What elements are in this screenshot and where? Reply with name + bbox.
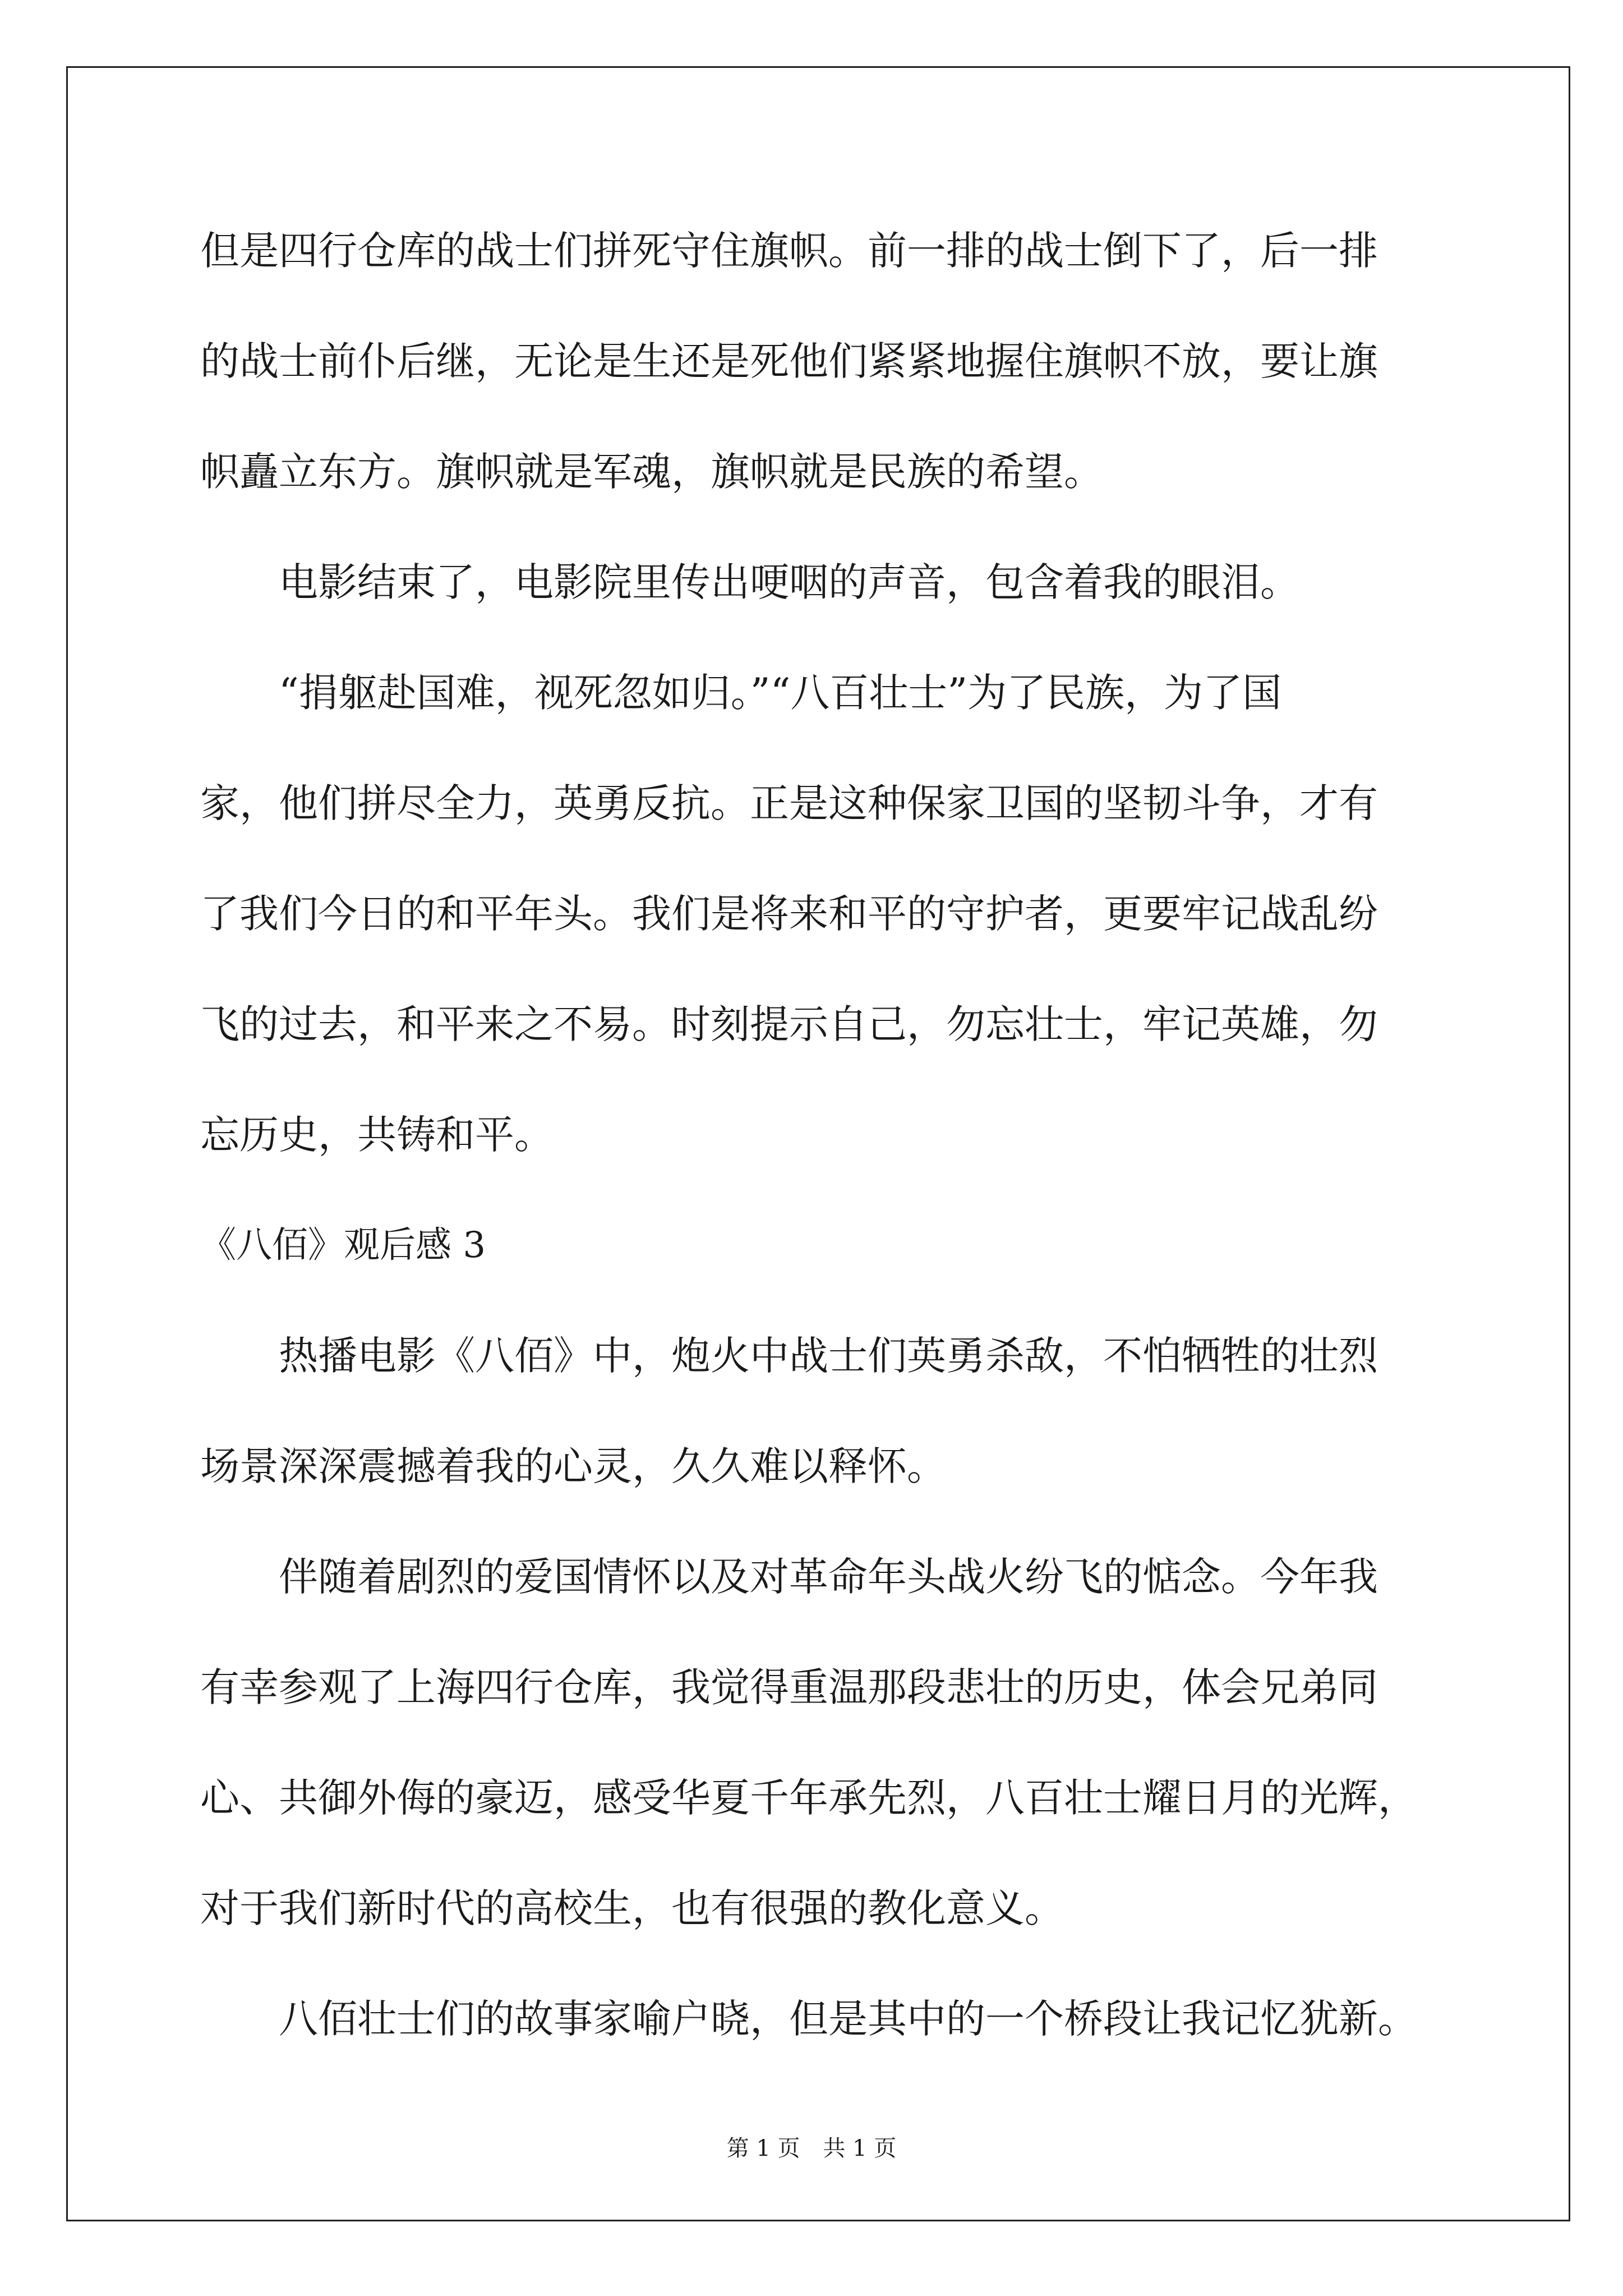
text-line: 心、共御外侮的豪迈，感受华夏千年承先烈，八百壮士耀日月的光辉， bbox=[200, 1775, 1417, 1821]
document-body bbox=[200, 209, 1434, 2087]
text-line: 热播电影《八佰》中，炮火中战士们英勇杀敌，不怕牺牲的壮烈 bbox=[279, 1333, 1378, 1379]
page-number: 第 1 页 bbox=[726, 2136, 800, 2161]
text-line: “捐躯赴国难，视死忽如归。”“八百壮士”为了民族，为了国 bbox=[279, 670, 1282, 716]
section-heading: 《八佰》观后感 3 bbox=[200, 1225, 486, 1266]
text-line: 飞的过去，和平来之不易。时刻提示自己，勿忘壮士，牢记英雄，勿 bbox=[200, 1001, 1378, 1047]
page-total: 共 1 页 bbox=[823, 2136, 897, 2161]
text-line: 有幸参观了上海四行仓库，我觉得重温那段悲壮的历史，体会兄弟同 bbox=[200, 1664, 1378, 1710]
text-line: 但是四行仓库的战士们拼死守住旗帜。前一排的战士倒下了，后一排 bbox=[200, 228, 1378, 274]
text-line: 对于我们新时代的高校生，也有很强的教化意义。 bbox=[200, 1885, 1064, 1931]
text-line: 八佰壮士们的故事家喻户晓，但是其中的一个桥段让我记忆犹新。 bbox=[279, 1996, 1417, 2042]
page-footer bbox=[0, 2132, 1623, 2165]
text-line: 伴随着剧烈的爱国情怀以及对革命年头战火纷飞的惦念。今年我 bbox=[279, 1554, 1378, 1600]
text-line: 的战士前仆后继，无论是生还是死他们紧紧地握住旗帜不放，要让旗 bbox=[200, 338, 1378, 384]
text-line: 电影结束了，电影院里传出哽咽的声音，包含着我的眼泪。 bbox=[279, 559, 1299, 605]
text-line: 场景深深震撼着我的心灵，久久难以释怀。 bbox=[200, 1443, 946, 1489]
text-line: 家，他们拼尽全力，英勇反抗。正是这种保家卫国的坚韧斗争，才有 bbox=[200, 780, 1378, 826]
text-line: 忘历史，共铸和平。 bbox=[200, 1112, 554, 1158]
text-line: 了我们今日的和平年头。我们是将来和平的守护者，更要牢记战乱纷 bbox=[200, 891, 1378, 937]
text-line: 帜矗立东方。旗帜就是军魂，旗帜就是民族的希望。 bbox=[200, 449, 1103, 495]
